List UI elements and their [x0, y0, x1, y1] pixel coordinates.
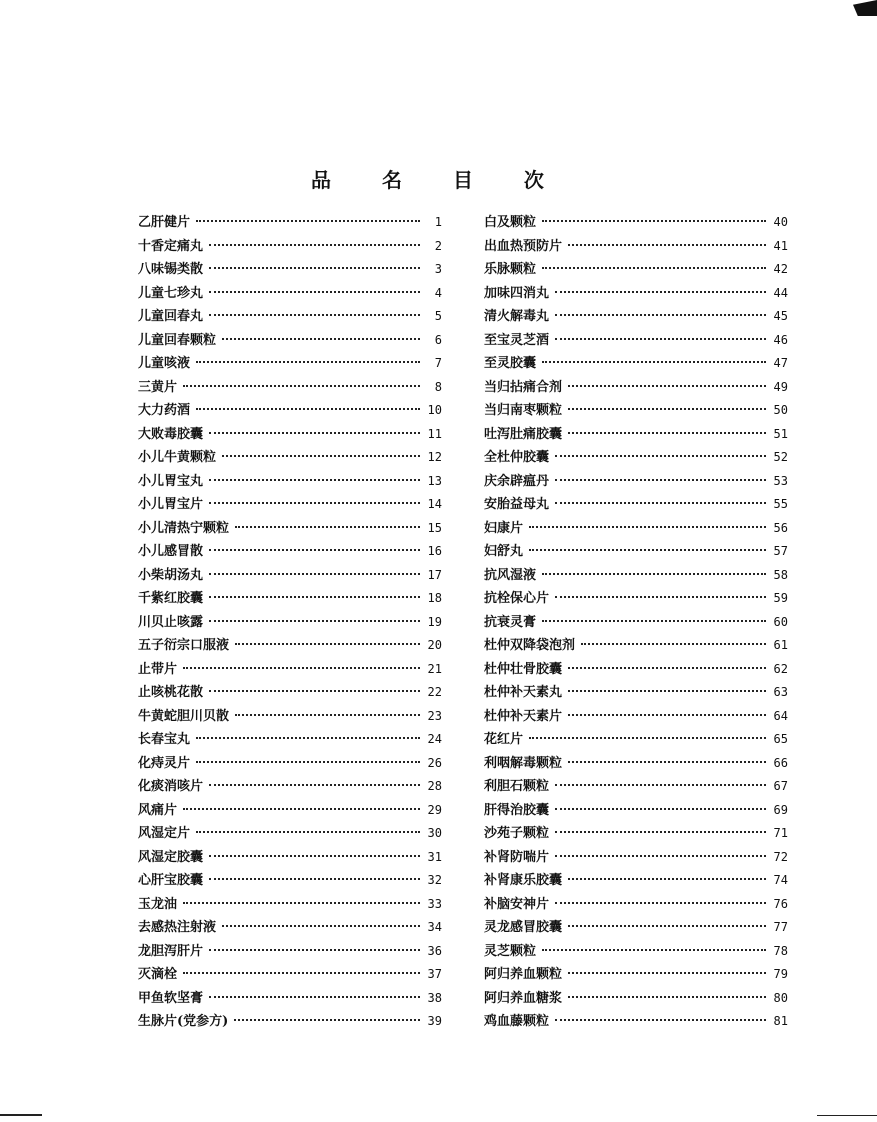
toc-entry-page: 31 — [427, 849, 442, 864]
toc-entry-name: 肝得治胶囊 — [484, 802, 550, 818]
dot-leader — [209, 596, 420, 598]
dot-leader — [235, 714, 420, 716]
toc-entry-name: 抗衰灵膏 — [484, 614, 537, 630]
toc-entry — [138, 470, 442, 494]
dot-leader — [196, 220, 420, 222]
toc-entry-page: 15 — [427, 520, 442, 535]
toc-entry — [484, 822, 788, 846]
toc-entry-page: 22 — [427, 685, 442, 699]
dot-leader — [209, 573, 420, 575]
toc-entry-name: 止带片 — [138, 661, 178, 677]
toc-entry-name: 妇舒丸 — [484, 544, 524, 559]
toc-entry — [484, 611, 788, 635]
dot-leader — [196, 737, 420, 739]
toc-entry-page: 58 — [773, 567, 788, 582]
toc-entry-name: 儿童回春丸 — [138, 309, 204, 324]
toc-entry-name: 小柴胡汤丸 — [138, 567, 204, 583]
toc-entry — [138, 611, 442, 635]
toc-entry — [138, 517, 442, 541]
toc-entry-name: 化痔灵片 — [138, 755, 191, 771]
toc-entry — [484, 869, 788, 893]
dot-leader — [183, 902, 420, 904]
toc-entry — [138, 493, 442, 517]
dot-leader — [568, 972, 766, 974]
toc-entry-page: 10 — [427, 403, 442, 417]
toc-entry-name: 沙苑子颗粒 — [484, 826, 550, 841]
toc-entry-name: 当归南枣颗粒 — [484, 403, 563, 418]
toc-entry — [138, 376, 442, 400]
toc-entry-name: 千紫红胶囊 — [138, 591, 204, 606]
dot-leader — [222, 338, 420, 340]
toc-entry-name: 去感热注射液 — [138, 920, 217, 935]
toc-entry — [484, 305, 788, 329]
toc-entry-name: 风痛片 — [138, 802, 178, 818]
toc-entry-page: 77 — [773, 920, 788, 934]
toc-entry-page: 19 — [427, 614, 442, 629]
toc-entry-name: 小儿感冒散 — [138, 544, 204, 559]
toc-entry-name: 乙肝健片 — [138, 215, 191, 230]
toc-entry-page: 3 — [434, 262, 442, 276]
toc-entry — [138, 352, 442, 376]
dot-leader — [529, 549, 766, 551]
toc-entry-name: 利胆石颗粒 — [484, 779, 550, 794]
toc-entry — [138, 540, 442, 564]
toc-entry — [484, 211, 788, 235]
toc-entry — [484, 258, 788, 282]
toc-entry-page: 11 — [427, 426, 442, 441]
toc-entry-name: 杜仲双降袋泡剂 — [484, 638, 576, 653]
dot-leader — [568, 714, 766, 716]
toc-entry-page: 5 — [434, 309, 442, 323]
toc-entry — [138, 211, 442, 235]
toc-entry-page: 53 — [773, 473, 788, 488]
toc-entry-name: 儿童七珍丸 — [138, 285, 204, 301]
dot-leader — [196, 408, 420, 410]
toc-entry-page: 45 — [773, 309, 788, 323]
toc-entry-page: 80 — [773, 990, 788, 1005]
toc-entry — [484, 681, 788, 705]
dot-leader — [542, 361, 766, 363]
toc-entry — [484, 540, 788, 564]
toc-entry-page: 33 — [427, 896, 442, 911]
dot-leader — [209, 784, 420, 786]
dot-leader — [209, 267, 420, 269]
dot-leader — [555, 502, 766, 504]
dot-leader — [529, 526, 766, 528]
toc-entry-name: 至宝灵芝酒 — [484, 332, 550, 348]
toc-entry-page: 37 — [427, 967, 442, 981]
dot-leader — [568, 667, 766, 669]
toc-entry-name: 当归拈痛合剂 — [484, 379, 563, 395]
toc-entry — [138, 775, 442, 799]
toc-entry — [138, 564, 442, 588]
toc-entry — [138, 282, 442, 306]
toc-entry-name: 心肝宝胶囊 — [138, 873, 204, 888]
toc-entry-name: 三黄片 — [138, 379, 178, 395]
scan-edge-mark-left — [0, 1114, 42, 1116]
toc-entry-name: 八味锡类散 — [138, 262, 204, 277]
toc-entry-page: 46 — [773, 332, 788, 347]
dot-leader — [209, 855, 420, 857]
toc-entry — [484, 235, 788, 259]
toc-entry-name: 五子衍宗口服液 — [138, 638, 230, 653]
toc-entry — [484, 752, 788, 776]
toc-entry-name: 安胎益母丸 — [484, 497, 550, 512]
dot-leader — [568, 761, 766, 763]
toc-entry — [484, 423, 788, 447]
toc-entry-page: 52 — [773, 450, 788, 464]
toc-entry-page: 61 — [773, 638, 788, 652]
toc-entry-page: 51 — [773, 426, 788, 441]
toc-entry-page: 41 — [773, 238, 788, 253]
toc-right-column — [484, 211, 788, 1034]
toc-entry-page: 1 — [434, 215, 442, 229]
toc-entry-page: 8 — [434, 379, 442, 394]
toc-entry-name: 吐泻肚痛胶囊 — [484, 426, 563, 442]
toc-entry — [138, 728, 442, 752]
toc-entry — [138, 634, 442, 658]
toc-entry — [138, 329, 442, 353]
toc-entry-page: 13 — [427, 473, 442, 488]
toc-entry-name: 清火解毒丸 — [484, 309, 550, 324]
toc-entry-name: 杜仲补天素丸 — [484, 685, 563, 700]
toc-entry-name: 全杜仲胶囊 — [484, 450, 550, 465]
toc-entry-name: 风湿定胶囊 — [138, 849, 204, 865]
toc-entry-name: 十香定痛丸 — [138, 238, 204, 254]
toc-entry-page: 81 — [773, 1014, 788, 1028]
toc-entry — [138, 305, 442, 329]
toc-entry-name: 儿童回春颗粒 — [138, 332, 217, 348]
toc-entry-page: 74 — [773, 873, 788, 887]
toc-entry — [138, 1010, 442, 1034]
toc-entry-name: 阿归养血糖浆 — [484, 990, 563, 1006]
toc-entry-name: 阿归养血颗粒 — [484, 967, 563, 982]
toc-entry — [484, 564, 788, 588]
toc-entry-page: 29 — [427, 802, 442, 817]
toc-entry-page: 71 — [773, 826, 788, 840]
toc-entry-name: 灭滴栓 — [138, 967, 178, 982]
toc-entry — [484, 587, 788, 611]
toc-entry-name: 大力药酒 — [138, 403, 191, 418]
dot-leader — [235, 526, 420, 528]
dot-leader — [555, 596, 766, 598]
toc-left-column — [138, 211, 442, 1034]
toc-entry-name: 小儿胃宝丸 — [138, 473, 204, 489]
dot-leader — [209, 690, 420, 692]
toc-entry-page: 39 — [427, 1014, 442, 1028]
toc-entry — [138, 799, 442, 823]
toc-entry-name: 利咽解毒颗粒 — [484, 755, 563, 771]
toc-entry-name: 妇康片 — [484, 520, 524, 536]
dot-leader — [555, 902, 766, 904]
dot-leader — [209, 878, 420, 880]
toc-entry-page: 63 — [773, 685, 788, 699]
dot-leader — [568, 244, 766, 246]
toc-entry — [484, 282, 788, 306]
dot-leader — [183, 808, 420, 810]
dot-leader — [196, 831, 420, 833]
toc-entry-page: 55 — [773, 497, 788, 511]
dot-leader — [209, 620, 420, 622]
toc-entry — [138, 658, 442, 682]
toc-entry-page: 62 — [773, 661, 788, 676]
dot-leader — [568, 996, 766, 998]
toc-entry-page: 60 — [773, 614, 788, 629]
toc-entry — [484, 446, 788, 470]
dot-leader — [209, 549, 420, 551]
toc-entry-page: 28 — [427, 779, 442, 793]
dot-leader — [529, 737, 766, 739]
toc-entry-page: 56 — [773, 520, 788, 535]
toc-entry-page: 32 — [427, 873, 442, 887]
toc-entry — [484, 1010, 788, 1034]
toc-entry-page: 66 — [773, 755, 788, 770]
toc-entry-page: 23 — [427, 708, 442, 723]
toc-entry-page: 67 — [773, 779, 788, 793]
dot-leader — [222, 455, 420, 457]
dot-leader — [568, 690, 766, 692]
toc-entry-page: 34 — [427, 920, 442, 934]
toc-entry-page: 79 — [773, 967, 788, 981]
toc-entry — [484, 399, 788, 423]
toc-entry-page: 4 — [434, 285, 442, 300]
dot-leader — [196, 761, 420, 763]
toc-entry-page: 16 — [427, 544, 442, 558]
toc-entry — [138, 822, 442, 846]
dot-leader — [581, 643, 766, 645]
page-title: 品 名 目 次 — [311, 168, 566, 192]
dot-leader — [542, 573, 766, 575]
dot-leader — [209, 291, 420, 293]
toc-entry — [484, 352, 788, 376]
toc-entry-name: 至灵胶囊 — [484, 356, 537, 371]
toc-entry-name: 止咳桃花散 — [138, 685, 204, 700]
toc-entry-page: 6 — [434, 332, 442, 347]
toc-entry-name: 化痰消咳片 — [138, 779, 204, 794]
toc-entry-page: 18 — [427, 591, 442, 605]
toc-entry — [484, 893, 788, 917]
dot-leader — [183, 385, 420, 387]
toc-entry — [138, 987, 442, 1011]
toc-entry — [484, 916, 788, 940]
toc-entry-name: 抗风湿液 — [484, 567, 537, 583]
dot-leader — [542, 220, 766, 222]
toc-entry-name: 长春宝丸 — [138, 732, 191, 747]
toc-entry-page: 72 — [773, 849, 788, 864]
toc-entry-name: 白及颗粒 — [484, 215, 537, 230]
toc-entry — [138, 446, 442, 470]
toc-entry-page: 7 — [434, 356, 442, 370]
toc-entry-page: 40 — [773, 215, 788, 229]
toc-entry-name: 风湿定片 — [138, 826, 191, 841]
dot-leader — [209, 996, 420, 998]
dot-leader — [568, 408, 766, 410]
toc-entry-name: 川贝止咳露 — [138, 614, 204, 630]
toc-entry-page: 2 — [434, 238, 442, 253]
toc-entry-name: 杜仲补天素片 — [484, 708, 563, 724]
toc-entry — [484, 987, 788, 1011]
toc-entry-name: 鸡血藤颗粒 — [484, 1014, 550, 1029]
toc-entry-name: 补脑安神片 — [484, 896, 550, 912]
dot-leader — [555, 479, 766, 481]
toc-entry — [138, 681, 442, 705]
toc-entry-page: 57 — [773, 544, 788, 558]
toc-entry-page: 44 — [773, 285, 788, 300]
dot-leader — [235, 643, 420, 645]
toc-entry-page: 42 — [773, 262, 788, 276]
toc-entry-name: 小儿牛黄颗粒 — [138, 450, 217, 465]
toc-entry-page: 20 — [427, 638, 442, 652]
toc-entry-name: 灵芝颗粒 — [484, 943, 537, 959]
toc-entry — [484, 705, 788, 729]
toc-entry-page: 24 — [427, 732, 442, 746]
toc-entry — [484, 963, 788, 987]
dot-leader — [555, 1019, 766, 1021]
toc-entry-page: 21 — [427, 661, 442, 676]
dot-leader — [542, 949, 766, 951]
toc-entry-page: 49 — [773, 379, 788, 394]
dot-leader — [209, 949, 420, 951]
dot-leader — [542, 620, 766, 622]
toc-entry — [138, 423, 442, 447]
toc-entry — [484, 846, 788, 870]
dot-leader — [222, 925, 420, 927]
dot-leader — [209, 432, 420, 434]
scan-corner-mark — [853, 0, 877, 16]
toc-entry-page: 26 — [427, 755, 442, 770]
toc-entry — [138, 940, 442, 964]
dot-leader — [209, 244, 420, 246]
toc-entry — [138, 846, 442, 870]
dot-leader — [183, 972, 420, 974]
dot-leader — [196, 361, 420, 363]
toc-entry — [484, 470, 788, 494]
toc-entry-name: 小儿清热宁颗粒 — [138, 520, 230, 536]
toc-entry-page: 38 — [427, 990, 442, 1005]
toc-entry — [138, 258, 442, 282]
dot-leader — [555, 808, 766, 810]
dot-leader — [555, 291, 766, 293]
toc-entry — [138, 893, 442, 917]
dot-leader — [209, 314, 420, 316]
toc-entry — [138, 963, 442, 987]
dot-leader — [555, 855, 766, 857]
toc-entry — [484, 634, 788, 658]
toc-entry-page: 47 — [773, 356, 788, 370]
toc-entry-name: 灵龙感冒胶囊 — [484, 920, 563, 935]
toc-entry-name: 出血热预防片 — [484, 238, 563, 254]
dot-leader — [568, 878, 766, 880]
toc-entry-page: 64 — [773, 708, 788, 723]
toc-entry — [138, 916, 442, 940]
toc-entry — [484, 329, 788, 353]
toc-entry-name: 小儿胃宝片 — [138, 497, 204, 512]
toc-entry-name: 杜仲壮骨胶囊 — [484, 661, 563, 677]
toc-entry — [484, 728, 788, 752]
toc-entry — [138, 869, 442, 893]
toc-entry-page: 76 — [773, 896, 788, 911]
toc-entry — [484, 775, 788, 799]
toc-entry — [484, 517, 788, 541]
toc-entry — [484, 376, 788, 400]
toc-entry-name: 加味四消丸 — [484, 285, 550, 301]
toc-entry-page: 30 — [427, 826, 442, 840]
toc-entry — [138, 399, 442, 423]
dot-leader — [568, 385, 766, 387]
toc-entry-name: 甲鱼软坚膏 — [138, 990, 204, 1006]
toc-entry — [138, 235, 442, 259]
toc-entry-name: 大败毒胶囊 — [138, 426, 204, 442]
toc-entry — [138, 705, 442, 729]
toc-entry — [484, 493, 788, 517]
toc-entry-page: 65 — [773, 732, 788, 746]
toc-entry-page: 59 — [773, 591, 788, 605]
toc-entry — [138, 752, 442, 776]
dot-leader — [209, 502, 420, 504]
dot-leader — [555, 784, 766, 786]
toc-entry-name: 玉龙油 — [138, 896, 178, 912]
toc-entry-page: 69 — [773, 802, 788, 817]
toc-entry-name: 抗栓保心片 — [484, 591, 550, 606]
toc-entry-name: 生脉片(党参方) — [138, 1014, 229, 1029]
dot-leader — [555, 338, 766, 340]
toc-entry-name: 补肾康乐胶囊 — [484, 873, 563, 888]
toc-entry-page: 36 — [427, 943, 442, 958]
dot-leader — [555, 314, 766, 316]
toc-entry-name: 儿童咳液 — [138, 356, 191, 371]
dot-leader — [542, 267, 766, 269]
toc-entry-page: 78 — [773, 943, 788, 958]
toc-entry-page: 50 — [773, 403, 788, 417]
toc-entry-page: 12 — [427, 450, 442, 464]
dot-leader — [234, 1019, 420, 1021]
toc-entry-name: 牛黄蛇胆川贝散 — [138, 708, 230, 724]
toc-entry — [484, 940, 788, 964]
dot-leader — [568, 432, 766, 434]
dot-leader — [209, 479, 420, 481]
toc-entry-name: 补肾防喘片 — [484, 849, 550, 865]
toc-entry — [484, 658, 788, 682]
dot-leader — [568, 925, 766, 927]
toc-entry-name: 花红片 — [484, 732, 524, 747]
toc-entry — [484, 799, 788, 823]
toc-entry-name: 龙胆泻肝片 — [138, 943, 204, 959]
dot-leader — [183, 667, 420, 669]
dot-leader — [555, 455, 766, 457]
toc-entry-page: 17 — [427, 567, 442, 582]
toc-entry-page: 14 — [427, 497, 442, 511]
toc-entry-name: 乐脉颗粒 — [484, 262, 537, 277]
scan-edge-mark-right — [817, 1115, 877, 1116]
toc-entry-name: 庆余辟瘟丹 — [484, 473, 550, 489]
dot-leader — [555, 831, 766, 833]
toc-entry — [138, 587, 442, 611]
